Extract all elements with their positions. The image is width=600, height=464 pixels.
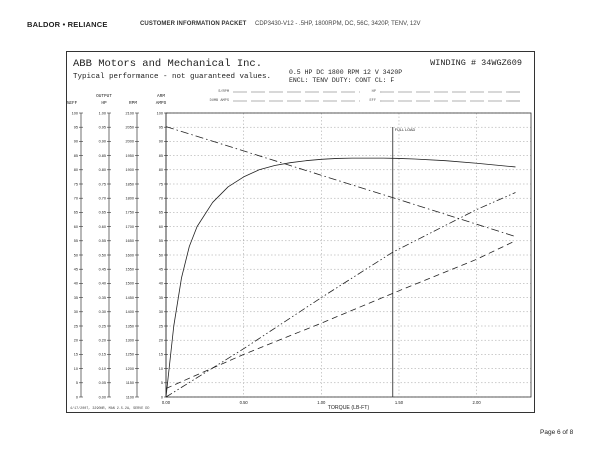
y-tick-label: 1.00 [98, 111, 106, 116]
y-tick-label: 0.55 [98, 239, 106, 244]
y-tick-label: 70 [158, 196, 163, 201]
y-axis-title: RPM [129, 101, 137, 106]
winding-number: WINDING # 34WGZ609 [430, 58, 522, 68]
ratings-label: DUMB AMPS [209, 99, 229, 103]
y-tick-label: 65 [73, 210, 78, 215]
full-load-label: FULL LOAD [394, 128, 416, 132]
y-tick-label: 1700 [125, 224, 134, 229]
y-tick-label: 65 [158, 210, 163, 215]
y-tick-label: 85 [158, 153, 163, 158]
y-tick-label: 1350 [125, 324, 134, 329]
y-tick-label: 5 [75, 381, 78, 386]
y-axis-title: HP [101, 101, 107, 106]
y-tick-label: 80 [158, 168, 163, 173]
y-tick-label: 35 [73, 295, 78, 300]
ratings-label: HP [371, 90, 376, 94]
y-tick-label: 0.95 [98, 125, 106, 130]
y-axis-title: OUTPUT [96, 94, 112, 99]
x-axis-label: TORQUE (LB-FT) [327, 405, 370, 411]
y-tick-label: 0.85 [98, 153, 106, 158]
motor-spec-line1: 0.5 HP DC 1800 RPM 12 V 3420P [289, 69, 403, 76]
y-tick-label: 20 [73, 338, 78, 343]
y-tick-label: 45 [73, 267, 78, 272]
y-tick-label: 0.05 [98, 381, 106, 386]
y-tick-label: 0.30 [98, 310, 106, 315]
y-axis-title: %EFF [66, 101, 78, 106]
series-line-2 [166, 193, 515, 397]
y-tick-label: 0.70 [98, 196, 106, 201]
motor-spec-line2: ENCL: TENV DUTY: CONT CL: F [289, 77, 395, 84]
y-tick-label: 75 [73, 182, 78, 187]
y-axis-title: ARM [157, 94, 165, 99]
document-info: CDP3430-V12 - .5HP, 1800RPM, DC, 56C, 3420P, TENV, 12V [255, 21, 421, 27]
y-tick-label: 1400 [125, 310, 134, 315]
y-tick-label: 0 [75, 395, 78, 400]
y-tick-label: 1850 [125, 182, 134, 187]
packet-title: CUSTOMER INFORMATION PACKET [140, 21, 247, 27]
y-tick-label: 2050 [125, 125, 134, 130]
x-tick-label: 1.50 [394, 400, 404, 405]
y-tick-label: 20 [158, 338, 163, 343]
y-tick-label: 1800 [125, 196, 134, 201]
y-tick-label: 25 [73, 324, 78, 329]
y-tick-label: 55 [158, 239, 163, 244]
x-tick-label: 0.50 [239, 400, 248, 405]
y-tick-label: 45 [158, 267, 163, 272]
y-tick-label: 0.00 [98, 395, 106, 400]
y-tick-label: 15 [158, 352, 163, 357]
y-tick-label: 1550 [125, 267, 134, 272]
y-tick-label: 2100 [125, 111, 134, 116]
y-tick-label: 100 [156, 111, 163, 116]
y-tick-label: 1500 [125, 281, 134, 286]
y-tick-label: 95 [158, 125, 163, 130]
y-tick-label: 60 [73, 224, 78, 229]
y-tick-label: 50 [158, 253, 163, 258]
y-tick-label: 90 [158, 139, 163, 144]
series-line-3 [166, 241, 515, 389]
y-tick-label: 35 [158, 295, 163, 300]
y-tick-label: 1750 [125, 210, 134, 215]
y-tick-label: 0.35 [98, 295, 106, 300]
y-tick-label: 40 [73, 281, 78, 286]
ratings-label: EFF [369, 99, 376, 103]
y-tick-label: 90 [73, 139, 78, 144]
y-tick-label: 1450 [125, 295, 134, 300]
y-tick-label: 10 [158, 366, 163, 371]
series-line-0 [166, 158, 515, 397]
y-tick-label: 100 [71, 111, 78, 116]
brand-logo: BALDOR • RELIANCE [27, 20, 108, 29]
y-tick-label: 30 [73, 310, 78, 315]
y-tick-label: 1900 [125, 168, 134, 173]
y-tick-label: 1650 [125, 239, 134, 244]
y-tick-label: 0.75 [98, 182, 106, 187]
y-tick-label: 0.15 [98, 352, 106, 357]
y-tick-label: 15 [73, 352, 78, 357]
y-tick-label: 30 [158, 310, 163, 315]
y-tick-label: 0.90 [98, 139, 106, 144]
y-tick-label: 0.10 [98, 366, 106, 371]
y-tick-label: 1150 [125, 381, 134, 386]
y-tick-label: 1200 [125, 366, 134, 371]
y-tick-label: 0.65 [98, 210, 106, 215]
y-tick-label: 40 [158, 281, 163, 286]
y-tick-label: 25 [158, 324, 163, 329]
y-tick-label: 85 [73, 153, 78, 158]
y-tick-label: 0.80 [98, 168, 106, 173]
y-tick-label: 2000 [125, 139, 134, 144]
y-tick-label: 0.60 [98, 224, 106, 229]
y-tick-label: 80 [73, 168, 78, 173]
y-tick-label: 1950 [125, 153, 134, 158]
y-tick-label: 60 [158, 224, 163, 229]
y-tick-label: 95 [73, 125, 78, 130]
series-line-1 [166, 127, 515, 237]
y-tick-label: 1600 [125, 253, 134, 258]
y-tick-label: 50 [73, 253, 78, 258]
y-tick-label: 0.50 [98, 253, 106, 258]
x-tick-label: 1.00 [317, 400, 326, 405]
y-tick-label: 0.45 [98, 267, 106, 272]
y-tick-label: 70 [73, 196, 78, 201]
y-tick-label: 55 [73, 239, 78, 244]
page-number: Page 6 of 8 [540, 429, 574, 436]
footer-note: 4/17/2007, 3290NR, MAN 2.5.2A, SERVE DD [70, 407, 150, 411]
y-tick-label: 0 [160, 395, 163, 400]
y-tick-label: 10 [73, 366, 78, 371]
y-tick-label: 0.20 [98, 338, 106, 343]
ratings-label: S/RPM [218, 90, 229, 94]
y-tick-label: 1100 [125, 395, 134, 400]
x-tick-label: 2.00 [472, 400, 481, 405]
performance-disclaimer: Typical performance - not guaranteed values. [73, 73, 272, 81]
y-tick-label: 0.40 [98, 281, 106, 286]
y-tick-label: 5 [160, 381, 163, 386]
y-tick-label: 0.25 [98, 324, 106, 329]
x-tick-label: 0.00 [161, 400, 171, 405]
company-name: ABB Motors and Mechanical Inc. [73, 58, 263, 70]
y-tick-label: 1250 [125, 352, 134, 357]
y-axis-title: AMPS [155, 101, 167, 106]
y-tick-label: 1300 [125, 338, 134, 343]
y-tick-label: 75 [158, 182, 163, 187]
